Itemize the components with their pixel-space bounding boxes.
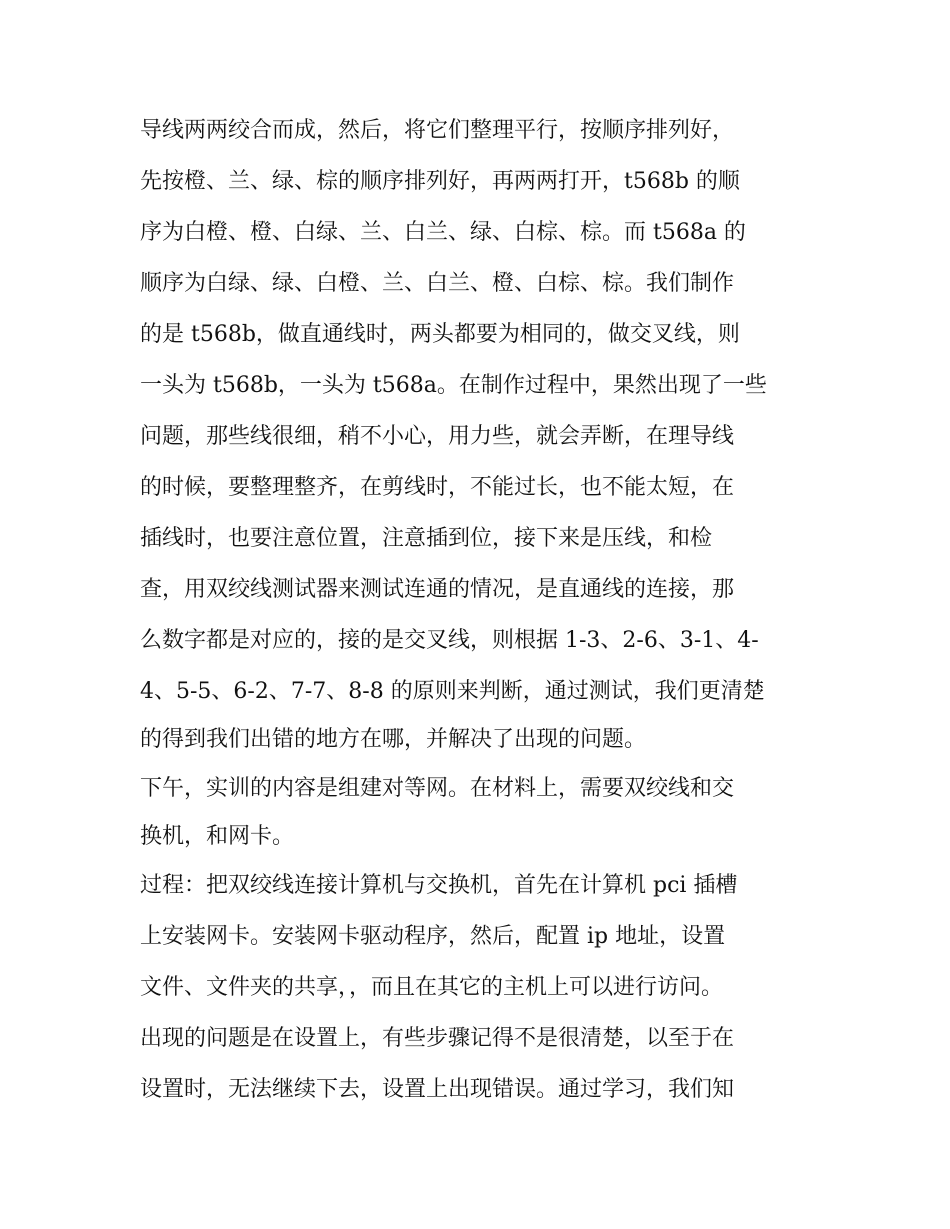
text-line: 么数字都是对应的，接的是交叉线，则根据 1-3、2-6、3-1、4- xyxy=(140,628,759,653)
text-line: 4、5-5、6-2、7-7、8-8 的原则来判断，通过测试，我们更清楚 xyxy=(140,679,765,704)
text-line: 下午，实训的内容是组建对等网。在材料上，需要双绞线和交 xyxy=(140,776,735,801)
text-line: 出现的问题是在设置上，有些步骤记得不是很清楚，以至于在 xyxy=(140,1026,735,1051)
body-text xyxy=(140,105,820,1115)
text-line: 的时候，要整理整齐，在剪线时，不能过长，也不能太短，在 xyxy=(140,475,735,500)
text-line: 查，用双绞线测试器来测试连通的情况，是直通线的连接，那 xyxy=(140,577,735,602)
text-line: 上安装网卡。安装网卡驱动程序，然后，配置 ip 地址，设置 xyxy=(140,924,726,949)
text-line: 换机，和网卡。 xyxy=(140,824,295,849)
text-line: 过程：把双绞线连接计算机与交换机，首先在计算机 pci 插槽 xyxy=(140,873,738,898)
text-line: 插线时，也要注意位置，注意插到位，接下来是压线，和检 xyxy=(140,526,713,551)
text-line: 导线两两绞合而成，然后，将它们整理平行，按顺序排列好， xyxy=(140,118,735,143)
text-line: 的是 t568b，做直通线时，两头都要为相同的，做交叉线，则 xyxy=(140,322,740,347)
text-line: 的得到我们出错的地方在哪，并解决了出现的问题。 xyxy=(140,727,647,752)
text-line: 序为白橙、橙、白绿、兰、白兰、绿、白棕、棕。而 t568a 的 xyxy=(140,220,746,245)
text-line: 先按橙、兰、绿、棕的顺序排列好，再两两打开，t568b 的顺 xyxy=(140,169,740,194)
text-line: 文件、文件夹的共享，，而且在其它的主机上可以进行访问。 xyxy=(140,975,724,1000)
text-line: 问题，那些线很细，稍不小心，用力些，就会弄断，在理导线 xyxy=(140,424,735,449)
text-line: 顺序为白绿、绿、白橙、兰、白兰、橙、白棕、棕。我们制作 xyxy=(140,271,735,296)
text-line: 一头为 t568b，一头为 t568a。在制作过程中，果然出现了一些 xyxy=(140,373,767,398)
text-line: 设置时，无法继续下去，设置上出现错误。通过学习，我们知 xyxy=(140,1077,735,1102)
